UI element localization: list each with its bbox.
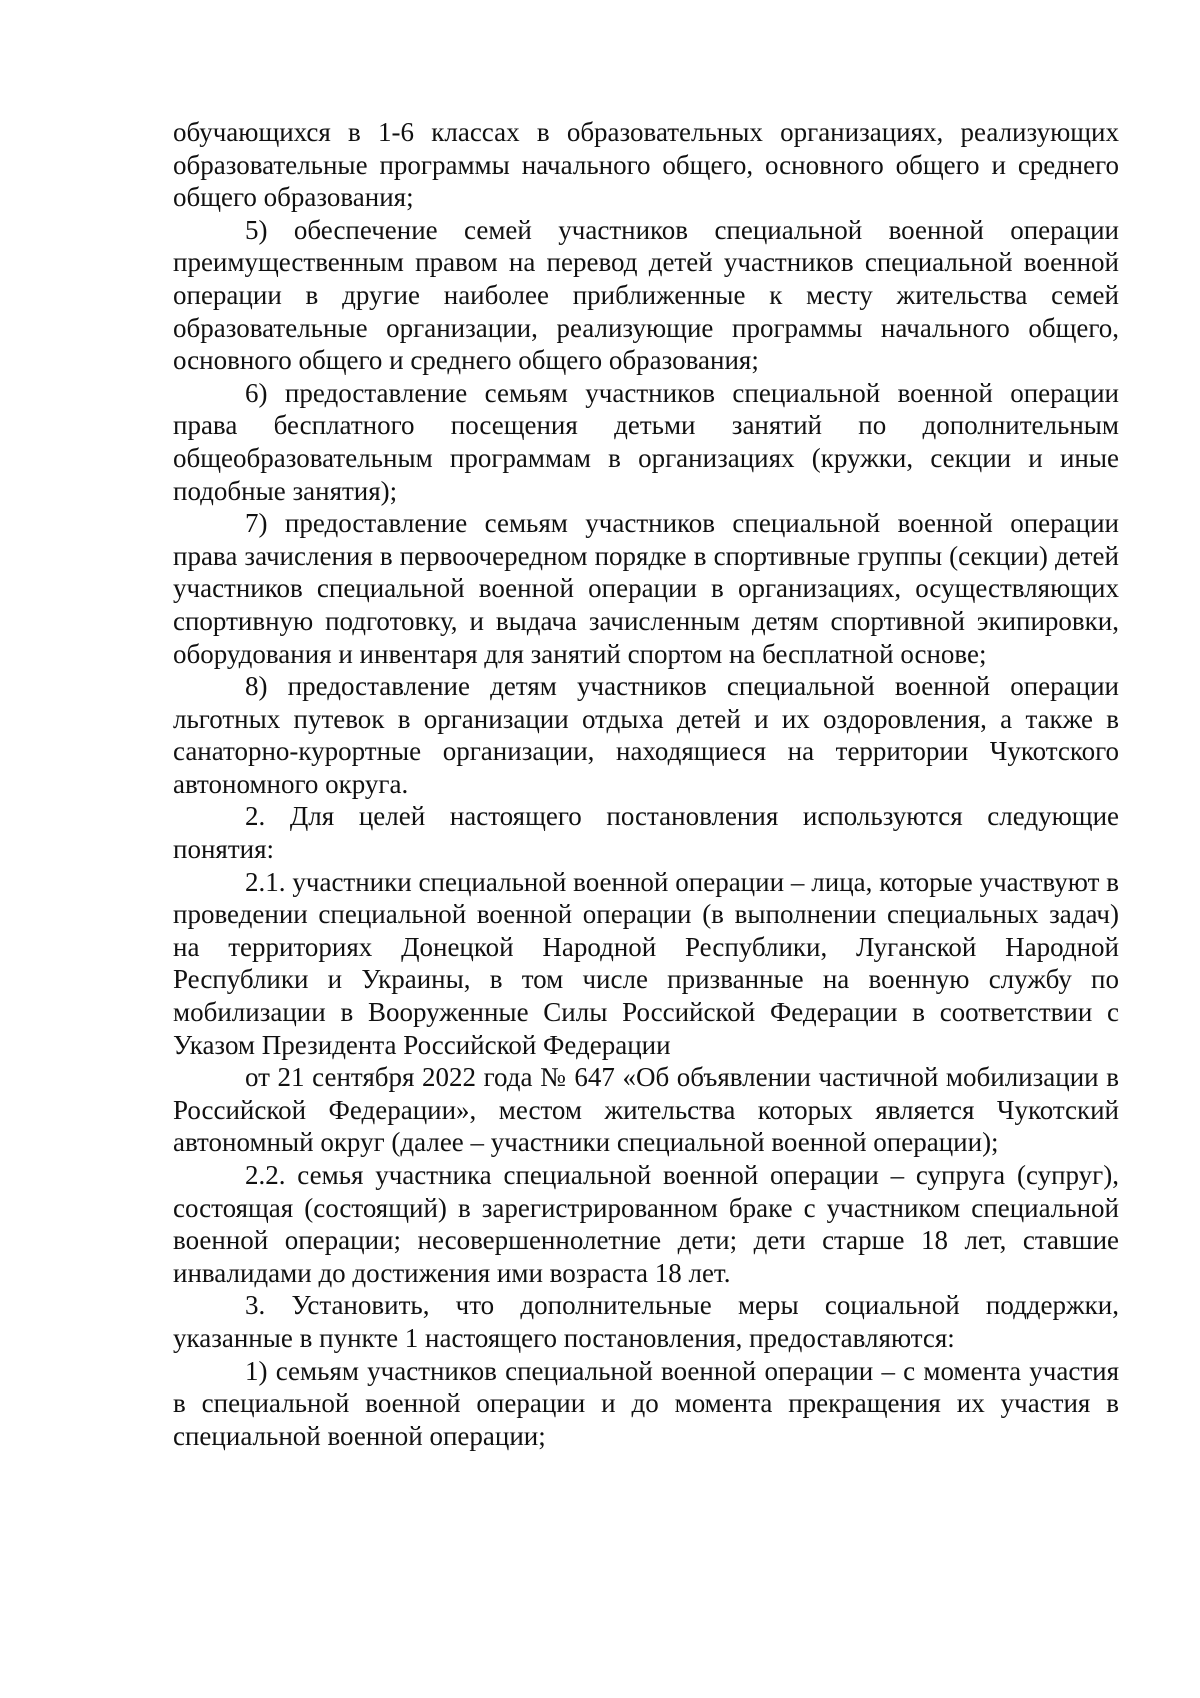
document-body — [173, 116, 1119, 1452]
paragraph-section-2-2: 2.2. семья участника специальной военной операции – супруга (супруг), состоящая (состоящий) в зарегистрированном браке с участником специальной военной операции; несовершеннолетние дети; дети старше 18 лет, ставшие инвалидами до достижения ими возраста 18 лет. — [173, 1160, 1119, 1288]
paragraph-section-3: 3. Установить, что дополнительные меры социальной поддержки, указанные в пункте 1 настоящего постановления, предоставляются: — [173, 1290, 1119, 1353]
paragraph-section-2-1: 2.1. участники специальной военной операции – лица, которые участвуют в проведении специальной военной операции (в выполнении специальных задач) на территориях Донецкой Народной Республики, Луганской Народной Республики и Украины, в том числе призванные на военную службу по мобилизации в Вооруженные Силы Российской Федерации в соответствии с Указом Президента Российской Федерации — [173, 866, 1119, 1060]
paragraph-item-6: 6) предоставление семьям участников специальной военной операции права бесплатного посещения детьми занятий по дополнительным общеобразовательным программам в организациях (кружки, секции и иные подобные занятия); — [173, 377, 1119, 506]
paragraph-continuation: обучающихся в 1-6 классах в образовательных организациях, реализующих образовательные программы начального общего, основного общего и среднего общего образования; — [173, 117, 1119, 213]
paragraph-section-2-1-continued: от 21 сентября 2022 года № 647 «Об объявлении частичной мобилизации в Российской Федерации», местом жительства которых является Чукотский автономный округ (далее – участники специальной военной операции); — [173, 1062, 1119, 1158]
paragraph-item-5: 5) обеспечение семей участников специальной военной операции преимущественным правом на перевод детей участников специальной военной операции в другие наиболее приближенные к месту жительства семей образовательные организации, реализующие программы начального общего, основного общего и среднего общего образования; — [173, 214, 1119, 376]
paragraph-section-3-item-1: 1) семьям участников специальной военной операции – с момента участия в специальной военной операции и до момента прекращения их участия в специальной военной операции; — [173, 1355, 1119, 1451]
paragraph-section-2: 2. Для целей настоящего постановления используются следующие понятия: — [173, 801, 1119, 865]
paragraph-item-8: 8) предоставление детям участников специальной военной операции льготных путевок в организации отдыха детей и их оздоровления, а также в санаторно-курортные организации, находящиеся на территории Чукотского автономного округа. — [173, 671, 1119, 799]
paragraph-item-7: 7) предоставление семьям участников специальной военной операции права зачисления в первоочередном порядке в спортивные группы (секции) детей участников специальной военной операции в организациях, осуществляющих спортивную подготовку, и выдача зачисленным детям спортивной экипировки, оборудования и инвентаря для занятий спортом на бесплатной основе; — [173, 508, 1119, 669]
